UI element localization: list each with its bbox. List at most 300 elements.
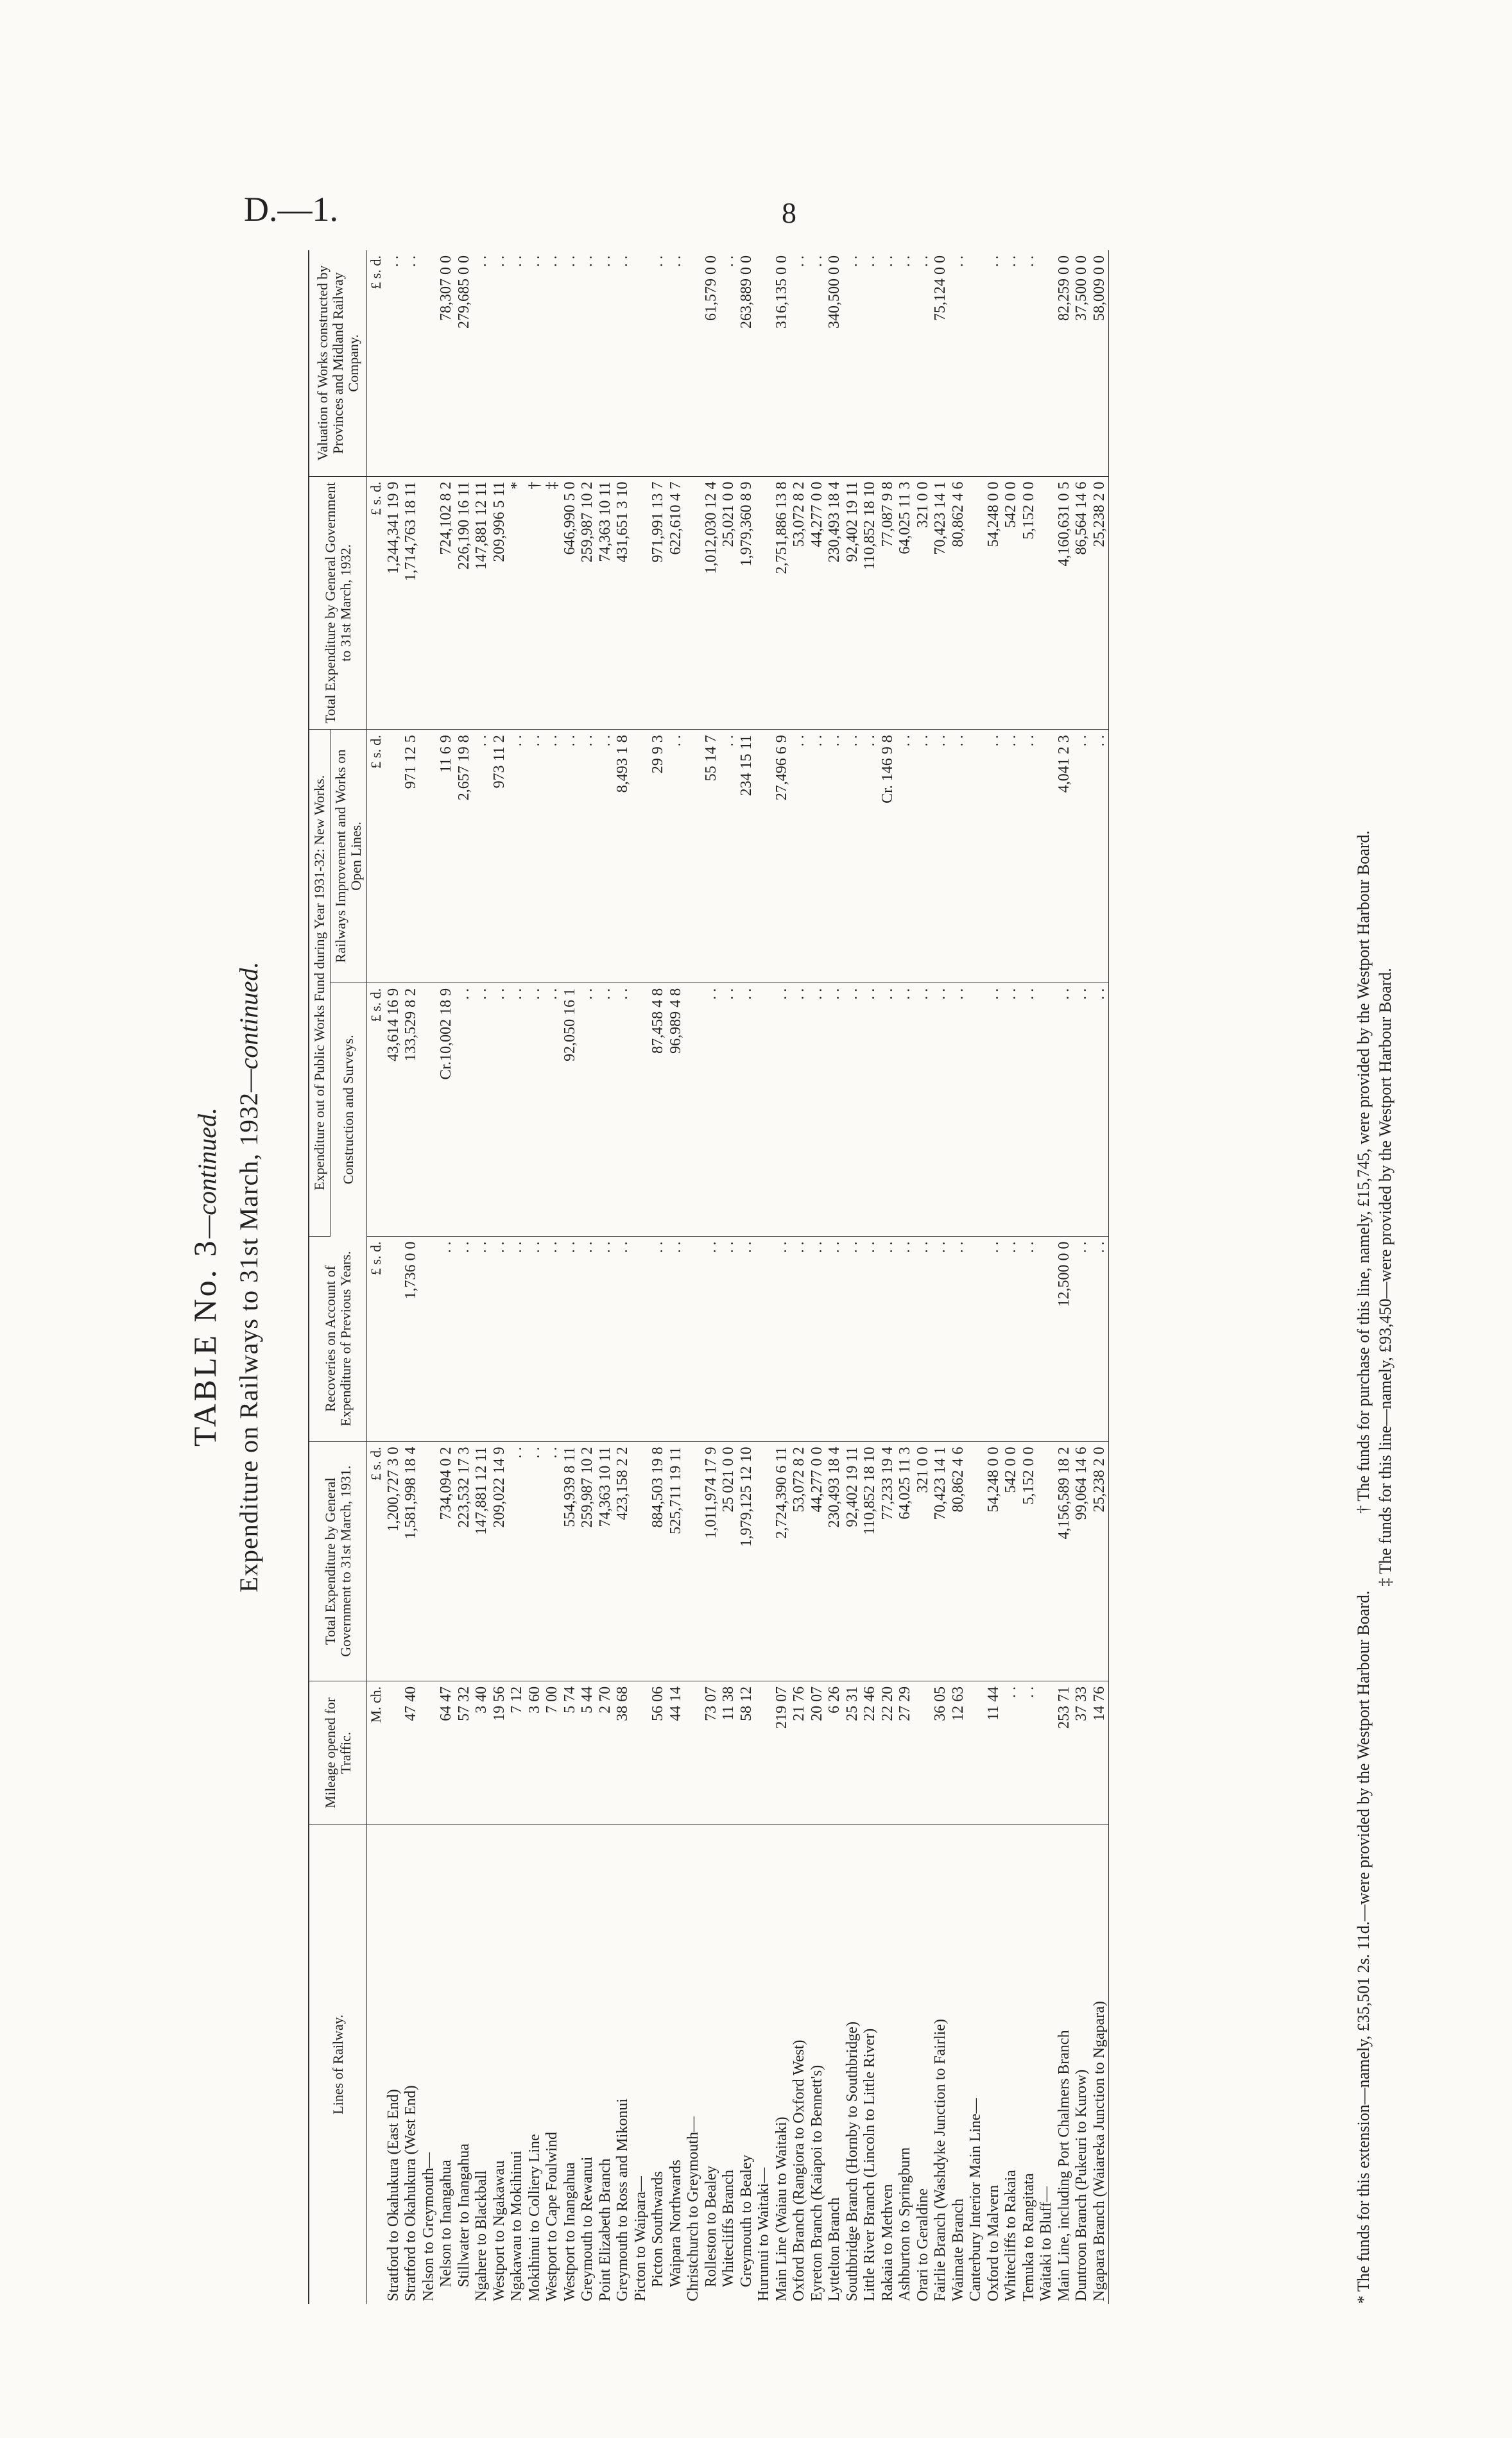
value-cell	[755, 730, 773, 983]
value-cell	[685, 250, 703, 476]
value-cell: . .	[897, 1236, 915, 1441]
line-name-cell: Greymouth to Rewanui	[579, 2156, 596, 2301]
value-cell	[385, 1681, 403, 1824]
line-name-cell: Westport to Inangahua	[561, 2162, 578, 2301]
value-cell: 25,238 2 0	[1091, 1441, 1109, 1681]
line-name-cell: Point Elizabeth Branch	[596, 2158, 614, 2301]
table-row	[1056, 250, 1074, 2304]
value-cell: 1,714,763 18 11	[402, 476, 420, 730]
value-cell: . .	[950, 1236, 968, 1441]
value-cell: . .	[456, 983, 474, 1236]
value-cell: 54,248 0 0	[985, 476, 1003, 730]
value-cell: 971 12 5	[402, 730, 420, 983]
value-cell: 1,200,727 3 0	[385, 1441, 403, 1681]
value-cell: . .	[879, 1236, 897, 1441]
value-cell: . .	[985, 983, 1003, 1236]
value-cell: . .	[614, 1236, 632, 1441]
footnote-star-dagger	[1353, 250, 1375, 2304]
value-cell: . .	[773, 1236, 791, 1441]
value-cell: . .	[508, 1441, 526, 1681]
value-cell: . .	[597, 250, 615, 476]
line-name-cell: Ngahere to Blackball	[473, 2170, 490, 2301]
value-cell: 219 07	[773, 1681, 791, 1824]
value-cell: . .	[667, 250, 685, 476]
value-cell: . .	[791, 983, 809, 1236]
value-cell	[632, 983, 650, 1236]
value-cell: . .	[826, 1236, 844, 1441]
value-cell: . .	[579, 730, 597, 983]
value-cell	[420, 1681, 438, 1824]
value-cell	[420, 1236, 438, 1441]
value-cell: 22 46	[861, 1681, 879, 1824]
value-cell: . .	[508, 1236, 526, 1441]
header-improvement: Railways Improvement and Works on Open Lines.	[331, 730, 367, 983]
value-cell: 86,564 14 6	[1073, 476, 1091, 730]
value-cell: . .	[861, 983, 879, 1236]
value-cell: . .	[544, 250, 562, 476]
value-cell: . .	[985, 1236, 1003, 1441]
value-cell: 230,493 18 4	[826, 476, 844, 730]
value-cell: . .	[844, 1236, 862, 1441]
value-cell: 96,989 4 8	[667, 983, 685, 1236]
value-cell: . .	[667, 730, 685, 983]
table-row	[473, 250, 491, 2304]
value-cell: . .	[879, 983, 897, 1236]
value-cell	[1038, 730, 1056, 983]
value-cell: 2 70	[597, 1681, 615, 1824]
value-cell: 14 76	[1091, 1681, 1109, 1824]
value-cell: . .	[773, 983, 791, 1236]
line-name-cell: Westport to Ngakawau	[490, 2160, 508, 2301]
value-cell: . .	[1073, 983, 1091, 1236]
value-cell: . .	[915, 250, 932, 476]
value-cell	[632, 250, 650, 476]
table-row	[402, 250, 420, 2304]
header-total-prev: Total Expenditure by General Government to 31st March, 1931.	[309, 1441, 367, 1681]
value-cell: . .	[526, 1441, 544, 1681]
value-cell: . .	[1002, 1681, 1020, 1824]
value-cell: 61,579 0 0	[703, 250, 721, 476]
value-cell: 21 76	[791, 1681, 809, 1824]
table-row	[791, 250, 809, 2304]
value-cell: 971,991 13 7	[649, 476, 667, 730]
value-cell: 77,087 9 8	[879, 476, 897, 730]
value-cell: 110,852 18 10	[861, 1441, 879, 1681]
value-cell: . .	[1091, 730, 1109, 983]
value-cell: 234 15 11	[738, 730, 756, 983]
value-cell: . .	[1020, 1681, 1038, 1824]
value-cell: . .	[950, 730, 968, 983]
value-cell: . .	[720, 983, 738, 1236]
line-name-cell: Picton Southwards	[649, 2171, 666, 2287]
value-cell	[685, 1681, 703, 1824]
line-name-cell: Temuka to Rangitata	[1020, 2173, 1037, 2301]
table-subtitle	[234, 237, 264, 2317]
line-name-cell: Waipara Northwards	[667, 2159, 684, 2287]
table-row	[879, 250, 897, 2304]
value-cell: . .	[1020, 730, 1038, 983]
value-cell: . .	[544, 1441, 562, 1681]
value-cell: 44,277 0 0	[809, 1441, 827, 1681]
value-cell: 321 0 0	[915, 476, 932, 730]
value-cell: 25 31	[844, 1681, 862, 1824]
value-cell: . .	[861, 250, 879, 476]
value-cell: 57 32	[456, 1681, 474, 1824]
value-cell	[967, 1681, 985, 1824]
value-cell: . .	[649, 1236, 667, 1441]
value-cell: 27 29	[897, 1681, 915, 1824]
value-cell: . .	[491, 983, 509, 1236]
units-row	[367, 250, 385, 2304]
expenditure-table	[308, 250, 1109, 2304]
table-row	[508, 250, 526, 2304]
value-cell: . .	[738, 1236, 756, 1441]
value-cell	[632, 1441, 650, 1681]
table-row	[649, 250, 667, 2304]
value-cell: Cr.10,002 18 9	[438, 983, 456, 1236]
table-row	[420, 250, 438, 2304]
value-cell: 2,751,886 13 8	[773, 476, 791, 730]
value-cell: . .	[597, 1236, 615, 1441]
value-cell: 1,012,030 12 4	[703, 476, 721, 730]
value-cell: . .	[508, 983, 526, 1236]
line-name-cell: Stillwater to Inangahua	[455, 2143, 472, 2287]
value-cell	[420, 730, 438, 983]
value-cell	[420, 250, 438, 476]
value-cell: 43,614 16 9	[385, 983, 403, 1236]
value-cell: . .	[932, 983, 950, 1236]
value-cell	[685, 730, 703, 983]
value-cell: . .	[526, 983, 544, 1236]
value-cell: . .	[562, 730, 580, 983]
line-name-cell: Mokihinui to Colliery Line	[526, 2134, 543, 2301]
value-cell: †	[526, 476, 544, 730]
table-row	[632, 250, 650, 2304]
value-cell: . .	[1073, 1236, 1091, 1441]
footnotes	[1353, 250, 1396, 2304]
table-row	[1073, 250, 1091, 2304]
table-row	[844, 250, 862, 2304]
page-header	[0, 0, 1512, 270]
value-cell: . .	[1002, 250, 1020, 476]
value-cell	[685, 1441, 703, 1681]
value-cell	[385, 1236, 403, 1441]
value-cell: . .	[579, 250, 597, 476]
header-total-1932: Total Expenditure by General Government to 31st March, 1932.	[309, 476, 367, 730]
value-cell: . .	[508, 730, 526, 983]
value-cell: 1,244,341 19 9	[385, 476, 403, 730]
table-row	[755, 250, 773, 2304]
value-cell: 12,500 0 0	[1056, 1236, 1074, 1441]
value-cell: 74,363 10 11	[597, 1441, 615, 1681]
value-cell: Cr. 146 9 8	[879, 730, 897, 983]
line-name-cell: Ashburton to Springburn	[897, 2147, 913, 2301]
value-cell: 36 05	[932, 1681, 950, 1824]
value-cell: 5 44	[579, 1681, 597, 1824]
value-cell: 80,862 4 6	[950, 476, 968, 730]
value-cell: . .	[703, 1236, 721, 1441]
value-cell: 53,072 8 2	[791, 476, 809, 730]
table-row	[1091, 250, 1109, 2304]
value-cell: 11 6 9	[438, 730, 456, 983]
value-cell: 38 68	[614, 1681, 632, 1824]
value-cell: 58 12	[738, 1681, 756, 1824]
value-cell	[755, 250, 773, 476]
table-row	[861, 250, 879, 2304]
value-cell: 209,996 5 11	[491, 476, 509, 730]
value-cell: 973 11 2	[491, 730, 509, 983]
value-cell: . .	[1091, 983, 1109, 1236]
value-cell	[1038, 983, 1056, 1236]
value-cell	[967, 476, 985, 730]
value-cell: . .	[597, 983, 615, 1236]
value-cell: 3 40	[473, 1681, 491, 1824]
value-cell: . .	[897, 983, 915, 1236]
value-cell: 316,135 0 0	[773, 250, 791, 476]
value-cell: 20 07	[809, 1681, 827, 1824]
line-name-cell: Whitecliffs Branch	[720, 2170, 737, 2287]
unit-cell: £ s. d.	[367, 476, 385, 730]
value-cell	[967, 983, 985, 1236]
value-cell: . .	[1020, 1236, 1038, 1441]
table-row	[685, 250, 703, 2304]
value-cell: 92,402 19 11	[844, 1441, 862, 1681]
value-cell: . .	[985, 730, 1003, 983]
table-row	[950, 250, 968, 2304]
line-name-cell: Little River Branch (Lincoln to Little River)	[861, 2028, 878, 2301]
value-cell: . .	[1002, 730, 1020, 983]
value-cell: . .	[1002, 1236, 1020, 1441]
line-name-cell: Waitaki to Bluff—	[1038, 2186, 1054, 2301]
line-name-cell: Stratford to Okahukura (East End)	[384, 2089, 402, 2301]
value-cell: . .	[562, 250, 580, 476]
header-mileage: Mileage opened for Traffic.	[309, 1681, 367, 1824]
value-cell: 11 44	[985, 1681, 1003, 1824]
value-cell: 7 12	[508, 1681, 526, 1824]
value-cell: 2,657 19 8	[456, 730, 474, 983]
line-name-cell: Picton to Waipara—	[631, 2176, 649, 2301]
value-cell: 12 63	[950, 1681, 968, 1824]
unit-cell: £ s. d.	[367, 1441, 385, 1681]
value-cell	[755, 983, 773, 1236]
table-row	[491, 250, 509, 2304]
value-cell	[1038, 1236, 1056, 1441]
line-name-cell: Christchurch to Greymouth—	[685, 2116, 701, 2301]
unit-cell: £ s. d.	[367, 983, 385, 1236]
value-cell: . .	[879, 250, 897, 476]
value-cell: . .	[526, 1236, 544, 1441]
value-cell: . .	[579, 1236, 597, 1441]
value-cell: . .	[473, 983, 491, 1236]
line-name-cell: Hurunui to Waitaki—	[755, 2167, 772, 2301]
line-name-cell: Greymouth to Bealey	[737, 2154, 755, 2287]
value-cell: . .	[508, 250, 526, 476]
value-cell: 7 00	[544, 1681, 562, 1824]
value-cell: 64,025 11 3	[897, 476, 915, 730]
value-cell: 25 021 0 0	[720, 1441, 738, 1681]
value-cell: 110,852 18 10	[861, 476, 879, 730]
value-cell: 321 0 0	[915, 1441, 932, 1681]
unit-cell: £ s. d.	[367, 730, 385, 983]
line-name-cell: Oxford Branch (Rangiora to Oxford West)	[791, 2039, 807, 2301]
value-cell: 3 60	[526, 1681, 544, 1824]
table-title	[186, 237, 223, 2317]
value-cell: . .	[950, 250, 968, 476]
value-cell: . .	[526, 730, 544, 983]
value-cell: . .	[844, 250, 862, 476]
value-cell: 259,987 10 2	[579, 476, 597, 730]
value-cell: . .	[1020, 983, 1038, 1236]
table-row	[597, 250, 615, 2304]
value-cell: 6 26	[826, 1681, 844, 1824]
value-cell: 92,402 19 11	[844, 476, 862, 730]
value-cell: 92,050 16 1	[562, 983, 580, 1236]
document-code: D.—1.	[244, 190, 338, 228]
line-name-cell: Orari to Geraldine	[914, 2188, 931, 2301]
value-cell: . .	[526, 250, 544, 476]
line-name-cell: Southbridge Branch (Hornby to Southbridge)	[843, 2022, 861, 2301]
value-cell: . .	[826, 983, 844, 1236]
value-cell: 223,532 17 3	[456, 1441, 474, 1681]
value-cell: 622,610 4 7	[667, 476, 685, 730]
value-cell: . .	[915, 1236, 932, 1441]
value-cell: . .	[897, 730, 915, 983]
value-cell: 99,064 14 6	[1073, 1441, 1091, 1681]
value-cell: 226,190 16 11	[456, 476, 474, 730]
value-cell: 54,248 0 0	[985, 1441, 1003, 1681]
unit-cell: £ s. d.	[367, 1236, 385, 1441]
value-cell: 423,158 2 2	[614, 1441, 632, 1681]
value-cell: 56 06	[649, 1681, 667, 1824]
line-name-cell: Westport to Cape Foulwind	[544, 2131, 560, 2301]
value-cell: . .	[579, 983, 597, 1236]
value-cell: . .	[473, 730, 491, 983]
value-cell: 4,156,589 18 2	[1056, 1441, 1074, 1681]
value-cell: . .	[809, 983, 827, 1236]
value-cell: 5,152 0 0	[1020, 1441, 1038, 1681]
value-cell	[1038, 1441, 1056, 1681]
line-name-cell: Whitecliffs to Rakaia	[1002, 2170, 1019, 2301]
value-cell	[685, 476, 703, 730]
value-cell: . .	[614, 983, 632, 1236]
table-row	[967, 250, 985, 2304]
value-cell: . .	[1073, 730, 1091, 983]
value-cell: . .	[614, 250, 632, 476]
header-recoveries: Recoveries on Account of Expenditure of Previous Years.	[309, 1236, 367, 1441]
value-cell	[632, 1681, 650, 1824]
line-name-cell: Ngakawau to Mokihinui	[508, 2150, 525, 2301]
value-cell: . .	[861, 1236, 879, 1441]
value-cell: 74,363 10 11	[597, 476, 615, 730]
value-cell: . .	[844, 730, 862, 983]
table-row	[738, 250, 756, 2304]
value-cell: 253 71	[1056, 1681, 1074, 1824]
line-name-cell: Rolleston to Bealey	[702, 2165, 719, 2287]
value-cell: . .	[544, 730, 562, 983]
line-name-cell: Main Line (Waiau to Waitaki)	[773, 2116, 790, 2301]
value-cell: . .	[491, 1236, 509, 1441]
value-cell: 734,094 0 2	[438, 1441, 456, 1681]
table-row	[562, 250, 580, 2304]
value-cell: 554,939 8 11	[562, 1441, 580, 1681]
value-cell	[967, 1441, 985, 1681]
value-cell: . .	[562, 1236, 580, 1441]
unit-cell: M. ch.	[367, 1681, 385, 1824]
value-cell: . .	[985, 250, 1003, 476]
table-subtitle-text: Expenditure on Railways to 31st March, 1932	[234, 1092, 263, 1593]
value-cell	[685, 983, 703, 1236]
table-row	[915, 250, 932, 2304]
table-row	[526, 250, 544, 2304]
value-cell	[967, 730, 985, 983]
value-cell: 73 07	[703, 1681, 721, 1824]
line-name-cell: Main Line, including Port Chalmers Branch	[1055, 2030, 1072, 2301]
value-cell: . .	[667, 1236, 685, 1441]
value-cell: 542 0 0	[1002, 1441, 1020, 1681]
value-cell: 525,711 19 11	[667, 1441, 685, 1681]
value-cell: 230,493 18 4	[826, 1441, 844, 1681]
value-cell	[420, 983, 438, 1236]
value-cell: 64 47	[438, 1681, 456, 1824]
value-cell: . .	[791, 250, 809, 476]
footnote-star: * The funds for this extension—namely, £35,501 2s. 11d.—were provided by the Westport Harbour Board.	[1354, 1590, 1373, 2304]
value-cell: . .	[950, 983, 968, 1236]
footnote-ddagger: ‡ The funds for this line—namely, £93,450—were provided by the Westport Harbour Board.	[1376, 968, 1395, 1586]
value-cell: 78,307 0 0	[438, 250, 456, 476]
value-cell: . .	[473, 1236, 491, 1441]
value-cell: . .	[597, 730, 615, 983]
value-cell	[755, 1441, 773, 1681]
value-cell: . .	[897, 250, 915, 476]
value-cell: . .	[1056, 983, 1074, 1236]
table-row	[703, 250, 721, 2304]
value-cell: 55 14 7	[703, 730, 721, 983]
value-cell: 19 56	[491, 1681, 509, 1824]
line-name-cell: Duntroon Branch (Pukeuri to Kurow)	[1073, 2069, 1090, 2301]
value-cell: . .	[861, 730, 879, 983]
line-name-cell: Waimate Branch	[949, 2199, 966, 2301]
value-cell: . .	[544, 983, 562, 1236]
table-row	[1038, 250, 1056, 2304]
table-row	[809, 250, 827, 2304]
table-row	[720, 250, 738, 2304]
table-row	[614, 250, 632, 2304]
footnote-dagger: † The funds for purchase of this line, namely, £15,745, were provided by the Westport Harbour Board.	[1354, 830, 1373, 1514]
value-cell: 259,987 10 2	[579, 1441, 597, 1681]
value-cell: 5,152 0 0	[1020, 476, 1038, 730]
table-row	[932, 250, 950, 2304]
value-cell: . .	[809, 730, 827, 983]
value-cell: 2,724,390 6 11	[773, 1441, 791, 1681]
value-cell: ‡	[544, 476, 562, 730]
value-cell: 1,011,974 17 9	[703, 1441, 721, 1681]
value-cell	[915, 1681, 932, 1824]
value-cell: . .	[738, 983, 756, 1236]
table-row	[826, 250, 844, 2304]
value-cell: . .	[1091, 1236, 1109, 1441]
table-row	[985, 250, 1003, 2304]
value-cell: 263,889 0 0	[738, 250, 756, 476]
header-valuation: Valuation of Works constructed by Provinces and Midland Railway Company.	[309, 250, 367, 476]
value-cell: 11 38	[720, 1681, 738, 1824]
table-row	[438, 250, 456, 2304]
table-row	[385, 250, 403, 2304]
table-body	[367, 250, 1109, 2304]
value-cell: 44 14	[667, 1681, 685, 1824]
value-cell: . .	[932, 730, 950, 983]
table-subtitle-suffix: —continued.	[234, 961, 263, 1092]
value-cell: 64,025 11 3	[897, 1441, 915, 1681]
